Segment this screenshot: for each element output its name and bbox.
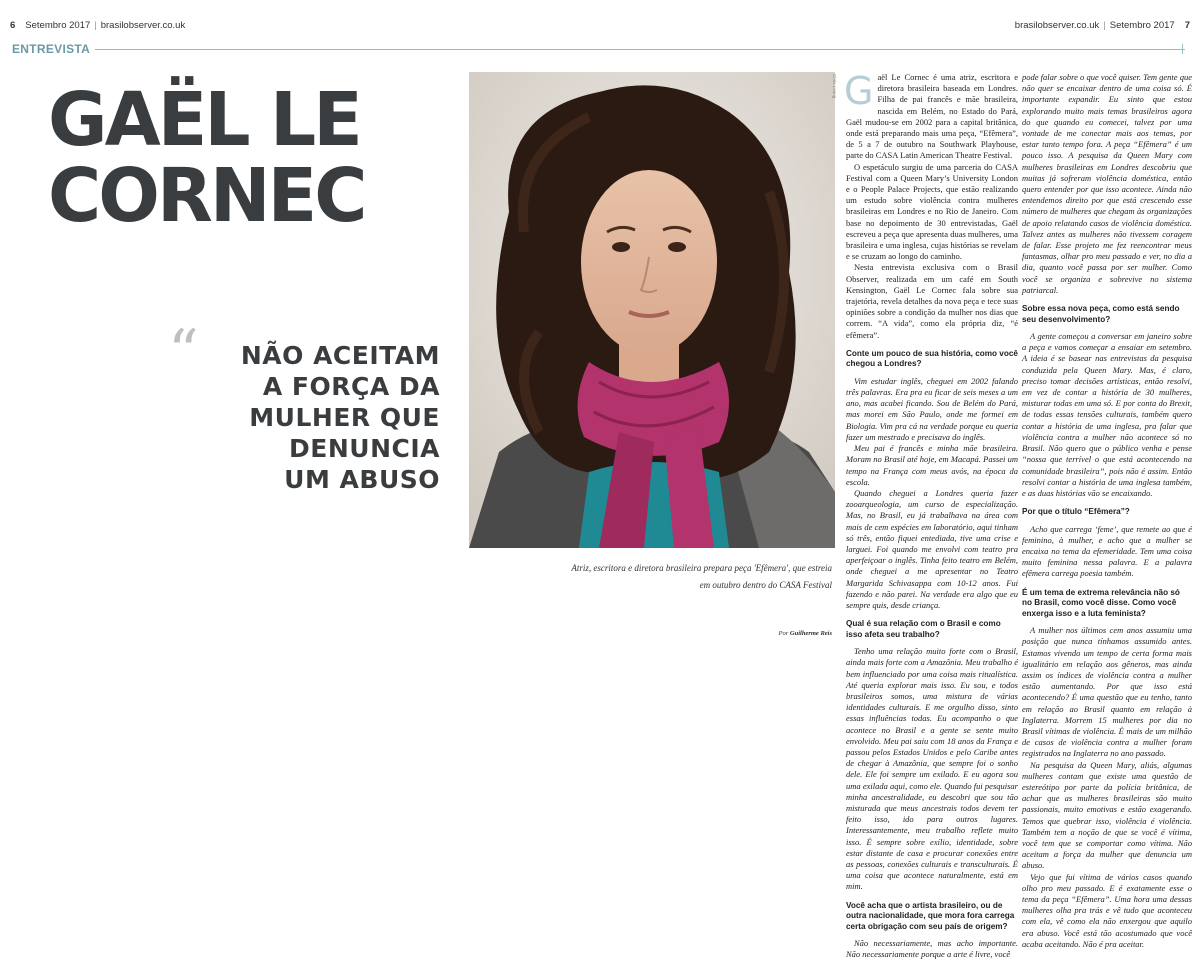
pull-quote-line: MULHER QUE [249, 403, 440, 432]
intro-text: aël Le Cornec é uma atriz, escritora e diretora brasileira baseada em Londres. Filha de pai francês e mãe brasileira, nascida em Belém, no Estado do Pará, Gaël mudou-se em 2002 para a capital britânica, onde está preparando mais uma peça, “Efêmera”, de 5 a 7 de outubro na Southwark Playhouse, parte do CASA Latin American Theatre Festival. [846, 72, 1018, 161]
pull-quote [190, 340, 440, 495]
right-page-number: 7 [1184, 20, 1190, 31]
answer-paragraph: A mulher nos últimos cem anos assumiu uma posição que nunca tínhamos assumido antes. Estamos vivendo um tempo de certa forma mais igualitário em relação aos gêneros, mas ainda assim os índices de violência contra a mulher estão aumentando. Por que isso está acontecendo? É uma questão que eu tenho, tanto em relação ao Brasil quanto em relação à Inglaterra. Morrem 15 mulheres por dia no Brasil vítimas de violência. É mais de um milhão de casos de violência contra a mulher foram registrados na Inglaterra no ano passado. [1022, 625, 1192, 759]
question-heading: Por que o título “Efêmera”? [1022, 507, 1130, 517]
folio-separator: | [1103, 20, 1106, 31]
paragraph: O espetáculo surgiu de uma parceria do CASA Festival com a Queen Mary’s University London e o People Palace Projects, que estão realizando um estudo sobre violência contra mulheres brasileiras em Londres e no Rio de Janeiro. Com base no depoimento de 30 entrevistadas, Gaël escreveu a peça que apresenta duas mulheres, uma brasileira e uma inglesa, cujas histórias se revelam e se cruzam ao longo do caminho. [846, 161, 1018, 262]
answer-paragraph: Tenho uma relação muito forte com o Brasil, ainda mais forte com a Amazônia. Meu trabalho é bem influenciado por uma coisa mais ritualística. Até queria explorar mais isso. Eu sou, e todos brasileiros somos, uma mistura de várias identidades culturais. E me orgulho disso, sinto essas influências todas. Eu acompanho o que acontece no Brasil e a gente se sente muito envolvido. Meu pai saiu com 18 anos da França e passou pelos Estados Unidos e pelo Caribe antes de chegar à Amazônia, que sempre foi o sonho dele. Ele foi sempre um exilado. E eu agora sou uma exilada aqui, como ele. Quando fui pesquisar minha ancestralidade, eu descobri que sou tão misturada que meus ancestrais todos devem ter feito isso, ido para outros lugares. Interessantemente, meu trabalho reflete muito isso. É sempre sobre exílio, identidade, sobre estar distante de casa e procurar conexões entre as pessoas, conexões culturais e transculturais. É uma coisa que acontece naturalmente, está em mim. [846, 646, 1018, 892]
answer-paragraph: A gente começou a conversar em janeiro sobre a peça e vamos começar a ensaiar em setembro. A ideia é se basear nas entrevistas da pesquisa conduzida pela Queen Mary. Mas, é claro, preciso tomar decisões artísticas, então resolvi, em vez de contar a história de 30 mulheres, misturar todas em uma só. E por conta do Brexit, de todas essas tensões culturais, também quero contar a história de uma inglesa, pra falar que violência contra a mulher não acontece só no Brasil. Não quero que o público venha e pense “nossa que terrível o que está acontecendo na comunidade brasileira”, pois não é assim. Então resolvi contar a história de uma inglesa também, e as duas histórias vão se encaixando. [1022, 331, 1192, 498]
pull-quote-line: A FORÇA DA [262, 372, 440, 401]
photo-credit: Chris Leung [832, 74, 837, 99]
section-label: ENTREVISTA [12, 42, 91, 56]
answer-paragraph: Não necessariamente, mas acho importante. Não necessariamente porque a arte é livre, você [846, 938, 1018, 960]
pull-quote-line: NÃO ACEITAM [240, 341, 440, 370]
answer-paragraph: Meu pai é francês e minha mãe brasileira. Moram no Brasil até hoje, em Macapá. Passei um tempo na França com meus avós, na época da escola. [846, 443, 1018, 487]
question-heading: Você acha que o artista brasileiro, ou de outra nacionalidade, que mora fora carrega certa obrigação com seu país de origem? [846, 900, 1015, 931]
question-heading: Qual é sua relação com o Brasil e como isso afeta seu trabalho? [846, 619, 1001, 639]
pull-quote-line: UM ABUSO [284, 465, 440, 494]
right-date: Setembro 2017 [1109, 20, 1175, 31]
right-site: brasilobserver.co.uk [1014, 20, 1100, 31]
folio-separator: | [94, 20, 97, 31]
portrait-photo [469, 72, 835, 548]
answer-paragraph: pode falar sobre o que você quiser. Tem gente que não quer se encaixar dentro de uma coisa só. É importante expandir. Eu sinto que estou explorando muito mais temas brasileiros agora do que quando eu comecei, talvez por uma vontade de me conectar mais aos temas, por estar tanto tempo fora. A peça “Efêmera” é um pouco isso. A pesquisa da Queen Mary com mulheres brasileiras em Londres descobriu que muitas já sofreram violência doméstica, então quero entender por que isso acontece. Ainda não entendemos direito por que está crescendo esse número de mulheres que chegam às organizações de apoio relatando casos de violência doméstica. Talvez antes as mulheres não tivessem coragem de falar. Esse projeto me fez reencontrar meus fantasmas, olhar pro meu passado e ver, no dia a dia, quanto você passa por ser mulher. Como você se organiza e sobrevive no sistema patriarcal. [1022, 72, 1192, 295]
intro-paragraph [844, 69, 1018, 162]
page-header [0, 0, 1200, 44]
portrait-illustration [469, 72, 835, 548]
left-page-number: 6 [10, 20, 16, 31]
answer-paragraph: Na pesquisa da Queen Mary, aliás, algumas mulheres contam que existe uma questão de estereótipo por parte da polícia britânica, de achar que as mulheres brasileiras são muito passionais, muito emotivas e estão exagerando. Temos que quebrar isso, violência é violência. Também tem a noção de que se você é vítima, você tem que se comportar como vítima. Não aceitam a força da mulher que denuncia um abuso. [1022, 759, 1192, 871]
byline-prefix: Por [778, 630, 790, 637]
quote-mark-icon: “ [168, 317, 199, 387]
left-site: brasilobserver.co.uk [100, 20, 186, 31]
left-date: Setembro 2017 [25, 20, 91, 31]
pull-quote-line: DENUNCIA [289, 434, 440, 463]
answer-paragraph: Vejo que fui vítima de vários casos quando olho pro meu passado. E é exatamente esse o tema da peça “Efêmera”. Uma hora uma dessas mulheres olha pra trás e vê tudo que aconteceu com ela, vê como ela não enxergou que aquilo era abuso. Você está tão acostumado que você acaba aceitando. Não é pra aceitar. [1022, 871, 1192, 949]
article-title [48, 77, 440, 239]
text-column-2 [1022, 72, 1192, 949]
title-line-2: CORNEC [48, 153, 365, 239]
right-folio [1015, 20, 1190, 31]
byline-author: Guilherme Reis [789, 630, 832, 637]
text-column-1 [844, 69, 1018, 960]
title-line-1: GAËL LE [48, 77, 360, 163]
question-heading: Conte um pouco de sua história, como você chegou a Londres? [846, 348, 1018, 369]
byline [640, 630, 832, 637]
answer-paragraph: Quando cheguei a Londres queria fazer zooarqueologia, um curso de especialização. Mas, no Brasil, eu já trabalhava na área com mais de cem espécies em laboratório, aqui tinham só três, então fiquei entediada, tive uma crise e larguei. Foi quando me envolvi com teatro pra aperfeiçoar o inglês. Tinha feito teatro em Belém, onde cheguei a me apresentar no Teatro Margarida Schivasappa com 10-12 anos. Fui fazendo e não parei. Na verdade era algo que eu sempre quis, desde criança. [846, 487, 1018, 610]
question-heading: É um tema de extrema relevância não só no Brasil, como você disse. Como você enxerga isso e a luta feminista? [1022, 587, 1180, 618]
answer-paragraph: Vim estudar inglês, cheguei em 2002 falando três palavras. Era pra eu ficar de seis meses a um ano, mas acabei ficando. Sou de Belém do Pará, mas morei em São Paulo, onde me formei em Biologia. Vim pra cá na verdade porque eu queria fazer um mestrado e precisava do inglês. [846, 375, 1018, 442]
left-folio [10, 20, 185, 31]
question-heading: Sobre essa nova peça, como está sendo seu desenvolvimento? [1022, 304, 1180, 324]
section-rule [95, 49, 1185, 50]
drop-cap: G [844, 69, 874, 113]
photo-caption: Atriz, escritora e diretora brasileira prepara peça 'Efêmera', que estreia em outubro dentro do CASA Festival [571, 563, 832, 590]
answer-paragraph: Acho que carrega ‘feme’, que remete ao que é feminino, à mulher, e acho que a mulher se encaixa no tema da efemeridade. Tem uma coisa muito feminina nessa palavra. E a palavra efêmera carrega poesia também. [1022, 523, 1192, 579]
section-rule-end [1182, 44, 1183, 54]
paragraph: Nesta entrevista exclusiva com o Brasil Observer, realizada em um café em South Kensington, Gaël Le Cornec fala sobre sua trajetória, revela detalhes da nova peça e tece suas opiniões sobre a condição da mulher nos dias que correm. “A vida”, como ela própria diz, “é efêmera”. [846, 262, 1018, 340]
